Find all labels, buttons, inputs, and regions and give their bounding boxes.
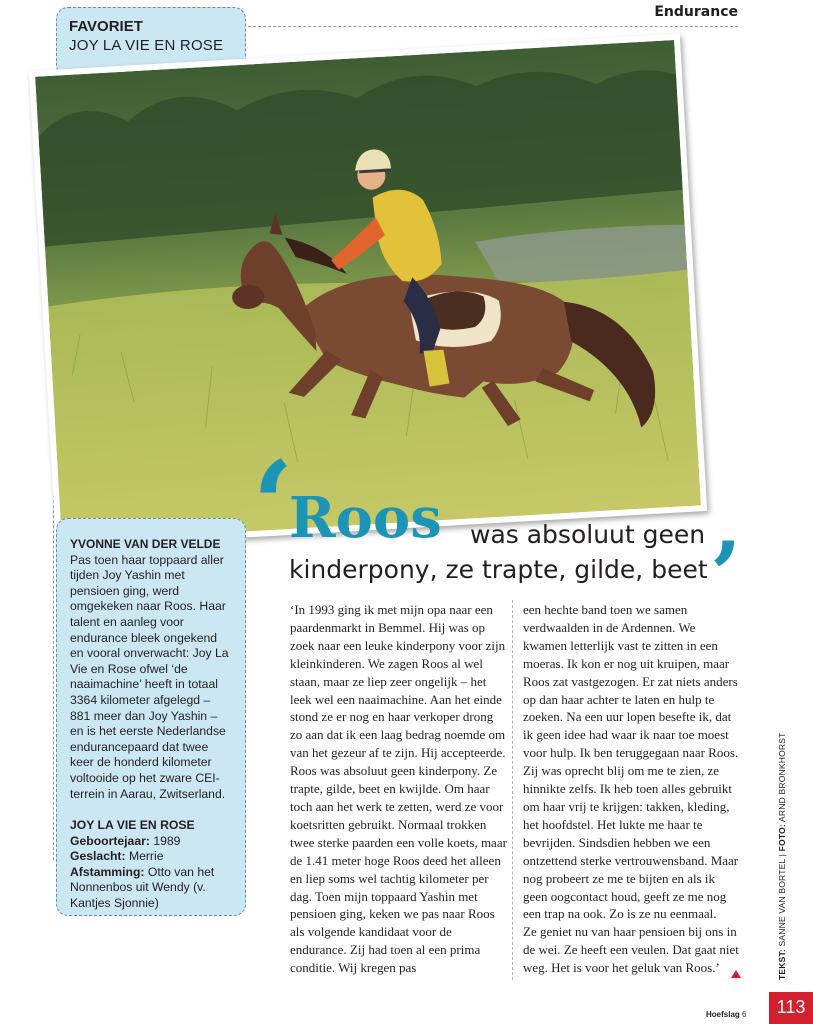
column-divider [512,600,513,980]
pull-quote-line1: was absoluut geen [470,520,706,549]
credits: TEKST: SANNE VAN BORTEL | FOTO: ARND BRONKHORST [777,732,787,980]
footer-magazine: Hoefslag 6 [706,1010,747,1019]
bio-person-name: YVONNE VAN DER VELDE [70,537,221,551]
bio-field-pedigree: Afstamming: Otto van het Nonnenbos uit Wendy (v. Kantjes Sjonnie) [70,864,215,911]
favorite-horse-name: JOY LA VIE EN ROSE [69,37,224,54]
article-column-1 [290,601,508,977]
bio-field-sex: Geslacht: Merrie [70,849,164,864]
bio-text: Pas toen haar toppaard aller tijden Joy Yashin met pensioen ging, werd omgekeken naar Roos. Haar talent en aanleg voor endurance bleek ongekend en vooral onverwacht: Joy La Vie en Rose ofwel ‘de naaimachine’ heeft in totaal 3364 kilometer afgelegd – 881 meer dan Joy Yashin – en is het eerste Nederlandse endurancepaard dat twee keer de honderd kilometer voltooide op het zware CEI-terrein in Aarau, Zwitserland. [70,552,229,801]
page-number: 113 [769,992,813,1024]
bio-box [56,518,246,916]
favorite-label: FAVORIET [69,18,143,35]
section-label: Endurance [654,4,738,20]
horse-rider-photo [35,40,701,542]
quote-open-mark: ‘ [252,435,294,576]
article-column-2 [523,601,741,977]
horse-rider-photo-frame [29,34,707,549]
bio-horse-title: JOY LA VIE EN ROSE [70,818,195,833]
pull-quote-highlight: Roos [289,485,442,551]
end-marker-icon [731,970,741,978]
article-col2-text: een hechte band toen we samen verdwaalden in de Ardennen. We kwamen letterlijk vast te zitten in een moeras. Ik kon er nog uit kruipen, maar Roos zat vastgezogen. Er zat niets anders op dan haar achter te laten en hulp te zoeken. Na een uur lopen besefte ik, dat ik geen idee had waar ik naar toe moest voor hulp. Ik ben teruggegaan naar Roos. Zij was oprecht blij om me te zien, ze hinnikte zelfs. Ik heb toen alles gebruikt om haar vrij te krijgen: takken, kleding, het hoofdstel. Het lukte me haar te bevrijden. Sindsdien hebben we een ontzettend sterke vertrouwensband. Maar nog probeert ze me te bijten en als ik geen oogcontact houd, geeft ze me nog een trap na ook. Zo is ze nu eenmaal. Ze geniet nu van haar pensioen bij ons in de wei. Ze heeft een veulen. Dat gaat niet weg. Het is voor het geluk van Roos.’ [523,602,739,976]
pull-quote-line2: kinderpony, ze trapte, gilde, beet [289,555,708,584]
top-rule [248,26,738,27]
bio-field-birthyear: Geboortejaar: 1989 [70,833,181,848]
article-col1-text: ‘In 1993 ging ik met mijn opa naar een paardenmarkt in Bemmel. Hij was op zoek naar een leuke kinderpony voor zijn kleinkinderen. We zagen Roos al wel staan, maar ze liep zeer ongelijk – het leek wel een naaimachine. Aan het einde stond ze er nog en haar verkoper drong zo aan dat ik een laag bedrag noemde om van het gezeur af te zijn. Hij accepteerde. Roos was absoluut geen kinderpony. Ze trapte, gilde, beet en kwijlde. Om haar toch aan het werk te zetten, werd ze voor koetsritten gebruikt. Normaal trokken twee sterke paarden een volle koets, maar de 1.41 meter hoge Roos deed het alleen en liep soms wel tachtig kilometer per dag. Toen mijn toppaard Yashin met pensioen ging, keken we pas naar Roos als volgende kandidaat voor de endurance. Zij had toen al een prima conditie. Wij kregen pas [290,602,507,976]
quote-close-mark: ’ [710,522,742,628]
